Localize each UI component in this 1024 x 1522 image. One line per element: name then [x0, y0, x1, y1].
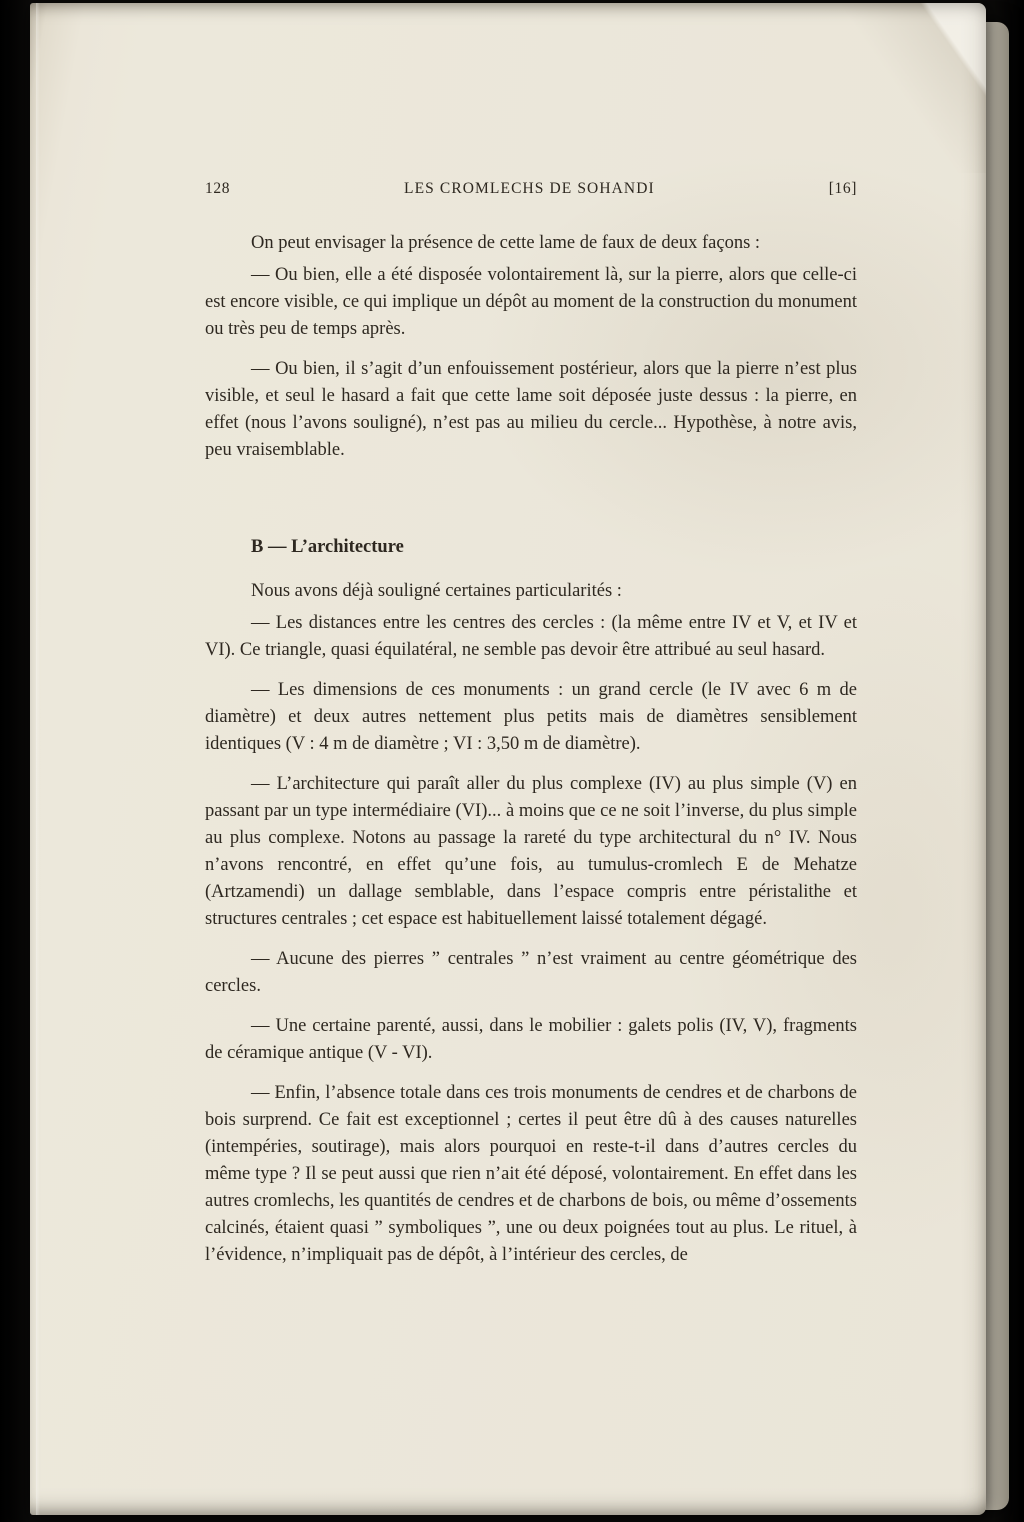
paragraph: — Aucune des pierres ” centrales ” n’est vraiment au centre géométrique des cercles. [205, 949, 857, 996]
paragraph: — Ou bien, il s’agit d’un enfouissement postérieur, alors que la pierre n’est plus visible, et seul le hasard a fait que cette lame soit déposée juste dessus : la pierre, en effet (nous l’avons souligné), n’est pas au milieu du cercle... Hypothèse, à notre avis, peu vraisemblable. [205, 359, 857, 460]
page-header [205, 175, 857, 202]
running-title: LES CROMLECHS DE SOHANDI [404, 180, 655, 197]
book-page [30, 3, 986, 1515]
paragraph: — Une certaine parenté, aussi, dans le mobilier : galets polis (IV, V), fragments de céramique antique (V - VI). [205, 1016, 857, 1063]
paragraph: Nous avons déjà souligné certaines particularités : [251, 581, 622, 601]
page-edge-highlight [36, 3, 40, 1515]
paragraph: — Les dimensions de ces monuments : un grand cercle (le IV avec 6 m de diamètre) et deux autres nettement plus petits mais de diamètres sensiblement identiques (V : 4 m de diamètre ; VI : 3,50 m de diamètre). [205, 680, 857, 754]
paragraph: On peut envisager la présence de cette lame de faux de deux façons : [251, 233, 761, 253]
paragraph: — Ou bien, elle a été disposée volontairement là, sur la pierre, alors que celle-ci est encore visible, ce qui implique un dépôt au moment de la construction du monument ou très peu de temps après. [205, 265, 857, 339]
page-corner-crease [776, 3, 986, 173]
paragraph: — Les distances entre les centres des cercles : (la même entre IV et V, et IV et VI). Ce triangle, quasi équilatéral, ne semble pas devoir être attribué au seul hasard. [205, 613, 857, 660]
paragraph: — Enfin, l’absence totale dans ces trois monuments de cendres et de charbons de bois surprend. Ce fait est exceptionnel ; certes il peut être dû à des causes naturelles (intempéries, soutirage), mais alors pourquoi en reste-t-il dans d’autres cercles du même type ? Il se peut aussi que rien n’ait été déposé, volontairement. En effet dans les autres cromlechs, les quantités de cendres et de charbons de bois, ou même d’ossements calcinés, étaient quasi ” symboliques ”, une ou deux poignées tout au plus. Le rituel, à l’évidence, n’impliquait pas de dépôt, à l’intérieur des cercles, de [205, 1083, 857, 1265]
text-block [205, 175, 857, 1269]
section-heading: B — L’architecture [251, 537, 404, 557]
paragraph: — L’architecture qui paraît aller du plus complexe (IV) au plus simple (V) en passant par un type intermédiaire (VI)... à moins que ce ne soit l’inverse, du plus simple au plus complexe. Notons au passage la rareté du type architectural du n° IV. Nous n’avons rencontré, en effet qu’une fois, au tumulus-cromlech E de Mehatze (Artzamendi) un dallage semblable, dans l’espace compris entre péristalithe et structures centrales ; cet espace est habituellement laissé totalement dégagé. [205, 774, 857, 929]
page-number: 128 [205, 180, 231, 197]
folio-marker: [16] [828, 180, 857, 197]
